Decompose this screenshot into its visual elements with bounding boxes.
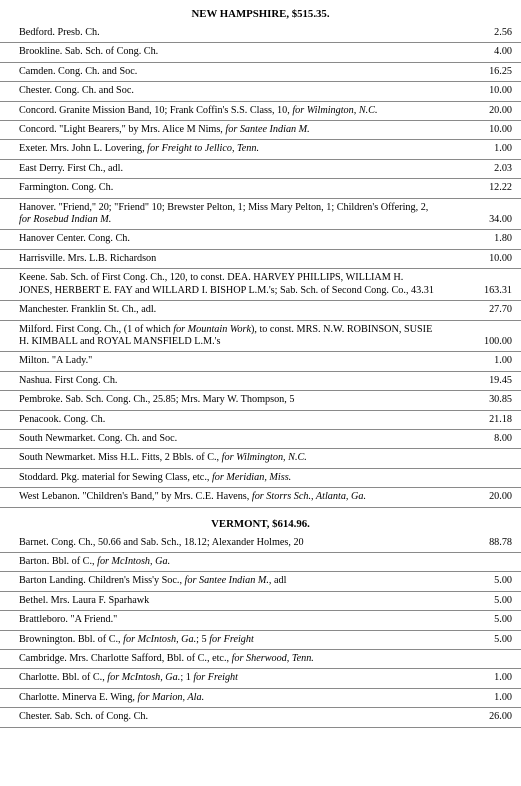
entry-amount: 16.25 <box>489 65 512 77</box>
entry-amount: 1.80 <box>494 233 512 245</box>
entry-amount: 2.03 <box>494 162 512 174</box>
entry-designation: for Storrs Sch., Atlanta, Ga. <box>251 491 367 503</box>
entry-amount: 21.18 <box>489 413 512 425</box>
entry-description: Bethel. Mrs. Laura F. Sparhawk <box>19 594 150 606</box>
entry-description: Charlotte. Minerva E. Wing, <box>19 691 138 703</box>
entry-amount: 5.00 <box>494 594 512 606</box>
entry-row <box>0 449 521 468</box>
entry-amount: 88.78 <box>489 536 512 548</box>
entry-text <box>19 595 452 607</box>
entry-description: Milford. First Cong. Ch., (1 of which <box>19 323 174 335</box>
entry-designation: for Santee Indian M. <box>225 124 310 136</box>
entry-row <box>0 669 521 688</box>
entry-row <box>0 689 521 708</box>
entry-text <box>19 653 452 665</box>
entry-row <box>0 352 521 371</box>
entry-row <box>0 63 521 82</box>
entry-row <box>0 553 521 572</box>
section-title: VERMONT, $614.96. <box>211 517 310 530</box>
entry-description: Hanover. "Friend," 20; "Friend" 10; Brewster Pelton, 1; Miss Mary Pelton, 1; Children's Offering, 2, <box>19 201 429 213</box>
entry-designation: for Freight <box>193 672 238 684</box>
entry-text <box>19 272 452 297</box>
entry-description: ; 1 <box>180 672 194 684</box>
entry-row <box>0 230 521 249</box>
entry-text <box>19 614 452 626</box>
entry-designation: for Wilmington, N.C. <box>292 104 378 116</box>
entry-text <box>19 433 452 445</box>
entry-text <box>19 324 452 349</box>
entry-text <box>19 163 452 175</box>
entry-amount: 5.00 <box>494 575 512 587</box>
entry-designation: for Meridian, Miss. <box>211 471 292 483</box>
entry-designation: for Sherwood, Tenn. <box>231 653 314 664</box>
entry-amount: 12.22 <box>489 182 512 194</box>
entry-row <box>0 301 521 320</box>
entry-row <box>0 140 521 159</box>
entry-amount: 10.00 <box>489 124 512 136</box>
entry-text <box>19 672 452 684</box>
entry-description: Chester. Cong. Ch. and Soc. <box>19 85 134 97</box>
entry-text <box>19 304 452 316</box>
entry-description: West Lebanon. "Children's Band," by Mrs. C.E. Havens, <box>19 491 252 503</box>
entry-description: Pembroke. Sab. Sch. Cong. Ch., 25.85; Mrs. Mary W. Thompson, 5 <box>19 394 295 406</box>
entry-text <box>19 66 452 78</box>
entry-row <box>0 269 521 301</box>
entry-text <box>19 414 452 426</box>
entry-row <box>0 199 521 231</box>
entry-text <box>19 143 452 155</box>
entry-text <box>19 182 452 194</box>
entry-amount: 1.00 <box>494 143 512 155</box>
entry-amount: 4.00 <box>494 46 512 58</box>
entry-row <box>0 572 521 591</box>
entry-amount: 2.56 <box>494 27 512 38</box>
entry-amount: 30.85 <box>489 394 512 406</box>
entry-row <box>0 708 521 727</box>
entry-description: Brattleboro. "A Friend." <box>19 614 118 626</box>
entry-description: ; 5 <box>196 633 210 645</box>
entry-list <box>0 534 521 728</box>
entry-row <box>0 250 521 269</box>
entry-description: Concord. Granite Mission Band, 10; Frank Coffin's S.S. Class, 10, <box>19 104 293 116</box>
entry-row <box>0 430 521 449</box>
entry-text <box>19 394 452 406</box>
entry-text <box>19 233 452 245</box>
entry-text <box>19 375 452 387</box>
entry-description: Stoddard. Pkg. material for Sewing Class, etc., <box>19 471 212 483</box>
entry-amount: 20.00 <box>489 104 512 116</box>
entry-description: Concord. "Light Bearers," by Mrs. Alice M Nims, <box>19 124 226 136</box>
entry-amount: 20.00 <box>489 491 512 503</box>
entry-text <box>19 355 452 367</box>
entry-description: Charlotte. Bbl. of C., <box>19 672 108 684</box>
entry-description: Manchester. Franklin St. Ch., adl. <box>19 304 157 316</box>
entry-text <box>19 711 452 723</box>
entry-text <box>19 452 452 464</box>
entry-amount: 100.00 <box>483 335 512 347</box>
entry-designation: for Santee Indian M. <box>184 575 269 587</box>
entry-description: Camden. Cong. Ch. and Soc. <box>19 65 138 77</box>
entry-row <box>0 391 521 410</box>
entry-row <box>0 411 521 430</box>
entry-row <box>0 592 521 611</box>
entry-amount: 10.00 <box>489 252 512 264</box>
entry-text <box>19 85 452 97</box>
entry-description: Penacook. Cong. Ch. <box>19 413 106 425</box>
entry-list <box>0 24 521 508</box>
entry-row <box>0 631 521 650</box>
entry-text <box>19 491 452 503</box>
entry-description: Bedford. Presb. Ch. <box>19 27 100 38</box>
entry-description: Barnet. Cong. Ch., 50.66 and Sab. Sch., 18.12; Alexander Holmes, 20 <box>19 536 304 548</box>
entry-designation: for Freight to Jellico, Tenn. <box>147 143 260 155</box>
entry-designation: for Freight <box>209 633 254 645</box>
entry-description: Farmington. Cong. Ch. <box>19 182 114 194</box>
entry-description: East Derry. First Ch., adl. <box>19 162 124 174</box>
entry-text <box>19 634 452 646</box>
entry-amount: 34.00 <box>489 214 512 226</box>
entry-row <box>0 534 521 553</box>
entry-amount: 5.00 <box>494 614 512 626</box>
entry-amount: 1.00 <box>494 355 512 367</box>
entry-text <box>19 556 452 568</box>
entry-row <box>0 179 521 198</box>
entry-row <box>0 24 521 43</box>
entry-amount: 1.00 <box>494 691 512 703</box>
entry-description: Brookline. Sab. Sch. of Cong. Ch. <box>19 46 159 58</box>
entry-row <box>0 372 521 391</box>
entry-description: , adl <box>268 575 287 587</box>
entry-designation: for McIntosh, Ga. <box>123 633 197 645</box>
entry-amount: 27.70 <box>489 304 512 316</box>
entry-text <box>19 202 452 227</box>
entry-designation: for Wilmington, N.C. <box>221 452 307 464</box>
entry-text <box>19 537 452 549</box>
entry-amount: 8.00 <box>494 432 512 444</box>
entry-description: Barton. Bbl. of C., <box>19 555 98 567</box>
entry-designation: for Marion, Ala. <box>137 691 205 703</box>
entry-description: Hanover Center. Cong. Ch. <box>19 233 130 245</box>
entry-row <box>0 611 521 630</box>
entry-amount: 10.00 <box>489 85 512 97</box>
entry-row <box>0 121 521 140</box>
entry-row <box>0 102 521 121</box>
entry-amount: 26.00 <box>489 711 512 723</box>
entry-description: Cambridge. Mrs. Charlotte Safford, Bbl. of C., etc., <box>19 653 232 664</box>
entry-text <box>19 105 452 117</box>
entry-amount: 19.45 <box>489 374 512 386</box>
entry-row <box>0 321 521 353</box>
entry-description: Nashua. First Cong. Ch. <box>19 374 118 386</box>
entry-description: Barton Landing. Children's Miss'y Soc., <box>19 575 185 587</box>
entry-description: ), to const. MRS. N.W. ROBINSON, SUSIE H. KIMBALL and ROYAL MANSFIELD L.M.'s <box>19 323 433 347</box>
entry-description: Chester. Sab. Sch. of Cong. Ch. <box>19 711 149 723</box>
entry-description: Keene. Sab. Sch. of First Cong. Ch., 120, to const. DEA. HARVEY PHILLIPS, WILLIAM H. JONES, HERBERT E. FAY and WILLARD I. BISHOP L.M.'s; Sab. Sch. of Second Cong. Co., 43.31 <box>19 272 434 296</box>
entry-description: Exeter. Mrs. John L. Lovering, <box>19 143 148 155</box>
entry-designation: for Mountain Work <box>173 323 251 335</box>
entry-designation: for McIntosh, Ga. <box>97 555 171 567</box>
entry-amount: 1.00 <box>494 672 512 684</box>
entry-designation: for McIntosh, Ga. <box>107 672 181 684</box>
entry-amount: 5.00 <box>494 633 512 645</box>
entry-text <box>19 27 452 39</box>
entry-text <box>19 575 452 587</box>
entry-row <box>0 43 521 62</box>
entry-text <box>19 46 452 58</box>
entry-amount: 163.31 <box>483 284 512 296</box>
entry-row <box>0 469 521 488</box>
entry-text <box>19 253 452 265</box>
entry-description: South Newmarket. Cong. Ch. and Soc. <box>19 432 178 444</box>
entry-description: South Newmarket. Miss H.L. Fitts, 2 Bbls. of C., <box>19 452 222 464</box>
entry-text <box>19 472 452 484</box>
entry-description: Milton. "A Lady." <box>19 355 93 367</box>
section-title: NEW HAMPSHIRE, $515.35. <box>191 8 330 20</box>
entry-text <box>19 692 452 704</box>
entry-row <box>0 488 521 507</box>
entry-designation: for Rosebud Indian M. <box>19 214 112 226</box>
entry-row <box>0 650 521 669</box>
entry-row <box>0 82 521 101</box>
entry-description: Brownington. Bbl. of C., <box>19 633 124 645</box>
entry-text <box>19 124 452 136</box>
entry-description: Harrisville. Mrs. L.B. Richardson <box>19 252 157 264</box>
entry-row <box>0 160 521 179</box>
